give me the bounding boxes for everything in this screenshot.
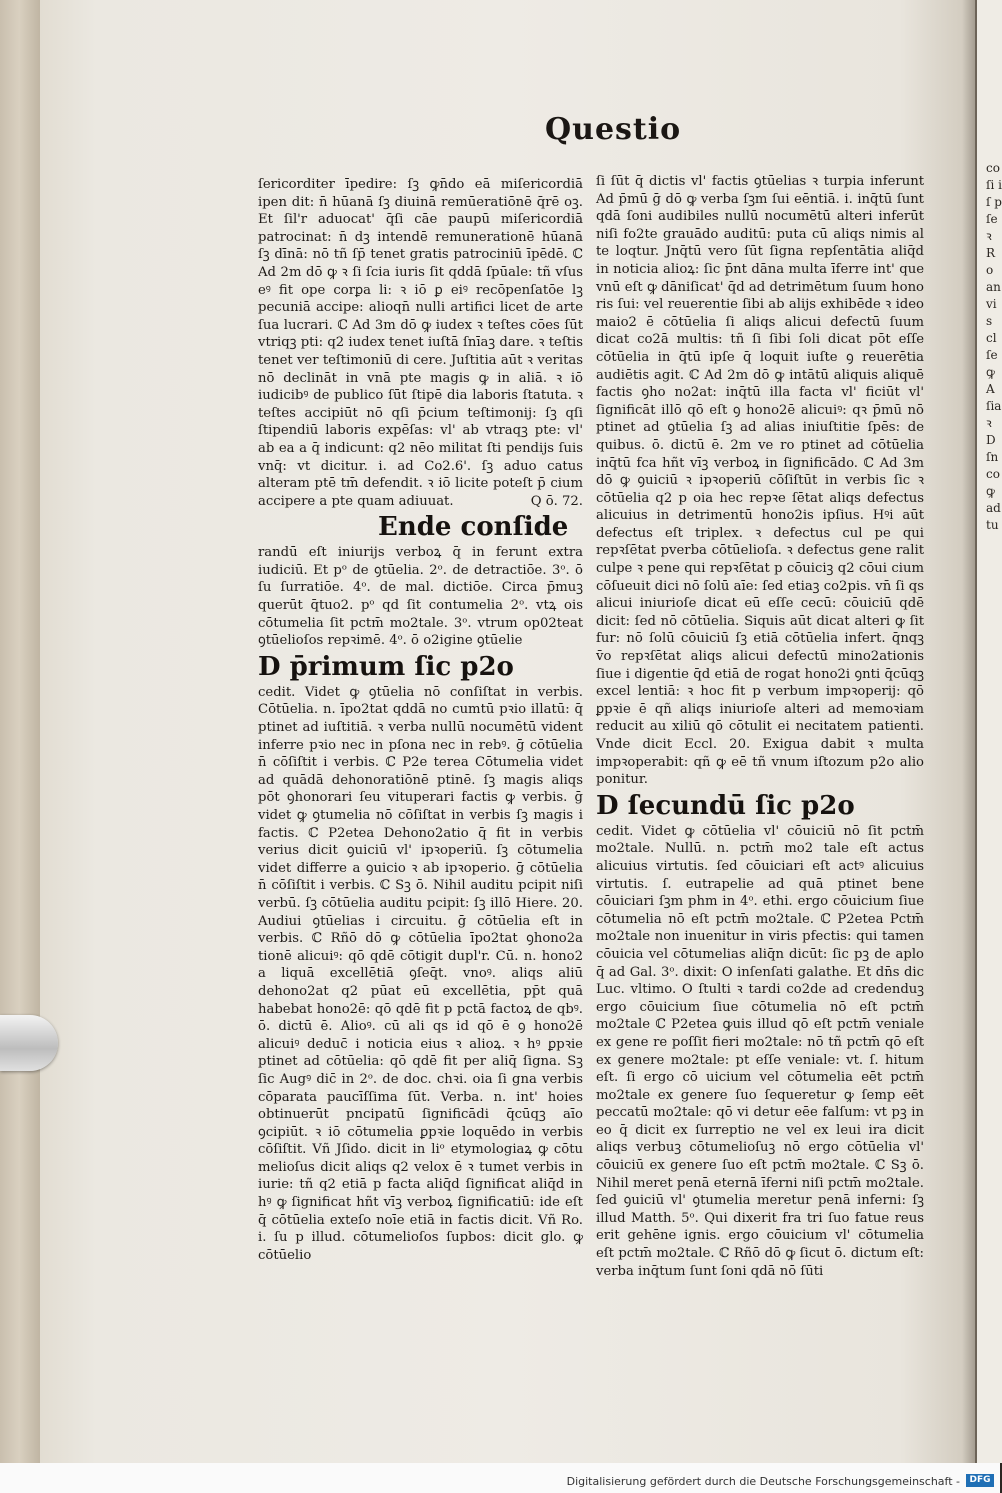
facing-page-strip [975,0,1002,1463]
question-reference: Q ō. 72. [530,493,583,509]
section-heading-1: Ende conſide [378,512,569,543]
left-para-1-text: ſericorditer īpedire: ſꝫ ꝙn̄do eā miſericordiā ipen dit: n̄ hūanā ſꝫ diuinā remūeratiōnē q̄rē oꝫ. Et ſil'r aduocat' q̄ſi cāe paupū miſericordiā patrocinat: n̄ dꝫ intendē remunerationē hūanā ſꝫ dīnā: nō tñ ſp̄ tenet gratis patrociniū īpēdē. ℂ Ad 2m dō ꝙ ꝛ ſi ſcia iuris ſit qddā ſpūale: tñ vſus eꝰ fit ope corꝑa li: ꝛ iō ꝑ eiꝰ recōpenſatōe lꝫ pecuniā accipe: alioqn̄ nulli artifici licet de arte ſua lucrari. ℂ Ad 3m dō ꝙ iudex ꝛ teſtes cōes ſūt vtriqꝫ pti: q2 iudex tenet iuſtā ſnīaꝫ dare. ꝛ teſtis tenet ver teſtimoniū di cere. Juſtitia aūt ꝛ veritas nō declināt in vnā pte magis ꝙ in aliā. ꝛ iō iudicibꝰ de publico ſūt ſtipē dia laboris ſtatuta. ꝛ teſtes accipiūt nō qſi p̄cium teſtimonij: ſꝫ qſi ſtipendiū laboris expēſas: vl' ab vtraqꝫ pte: vl' ab ea a q̄ indicunt: q2 nēo militat ſti pendijs ſuis vnq̄: vt dicitur. i. ad Co2.6'. ſꝫ aduo catus alteram ptē tm̄ defendit. ꝛ iō licite poteſt p̄ cium accipere a pte quam adiuuat. [258,177,583,509]
right-para-2: cedit. Videt ꝙ cōtūelia vl' cōuiciū nō ſit pctm̄ mo2tale. Nullū. n. pctm̄ mo2 tale eſt actus alicuius virtutis. ſed cōuiciari eſt actꝰ alicuius virtutis. ſ. eutrapelie ad quā ptinet bene cōuiciari ſꝫm phm in 4ᵒ. ethi. ergo cōuicium ſiue cōtumelia nō eſt pctm̄ mo2tale. ℂ P2etea Pctm̄ mo2tale non inuenitur in viris pfectis: qui tamen cōuicia vel cōtumelias aliq̄n dicūt: ſic pꝫ de aplo q̄ ad Gal. 3ᵒ. dixit: O inſenſati galathe. Et dn̄s dic Luc. vltimo. O ſtulti ꝛ tardi co2de ad credenduꝫ ergo cōuicium ſiue cōtumelia nō eſt pctm̄ mo2tale ℂ P2etea ꝙuis illud qō eſt pctm̄ veniale ex gene re poſſit fieri mo2tale: nō tñ pctm̄ qō eſt ex genere mo2tale: pt eſſe veniale: vt. ſ. hitum eſt. ſi ergo cō uicium vel cōtumelia eēt pctm̄ mo2tale ex genere ſuo ſequeretur ꝙ ſemp eēt peccatū mo2tale: qō vi detur eēe falſum: vt pꝫ in eo q̄ dicit ex ſurreptio ne vel ex leui ira dicit aliqs verbuꝫ cōtumelioſuꝫ nō ergo cōtūelia vl' cōuiciū ex genere ſuo eſt pctm̄ mo2tale. ℂ Sꝫ ō. Nihil meret penā eternā īferni niſi pctm̄ mo2tale. ſed ꝯuiciū vl' ꝯtumelia meretur penā inferni: ſꝫ illud Matth. 5ᵒ. Qui dixerit fra tri ſuo fatue reus erit gehēne ignis. ergo cōuicium vl' cōtumelia eſt pctm̄ mo2tale. ℂ Rñō dō ꝙ ſicut ō. dictum eſt: verba inq̄tum ſunt ſoni qdā nō ſūti [596,823,924,1279]
left-para-1 [258,176,583,510]
right-column [596,173,924,1280]
article-heading-1: D p̄rimum ſic p2o [258,651,514,682]
page-clip-holder [0,1015,58,1071]
article-heading-2: D ſecundū ſic p2o [596,790,855,821]
left-column [258,176,583,1264]
right-para-1: ſi ſūt q̄ dictis vl' factis ꝯtūelias ꝛ turpia inferunt Ad p̄mū ḡ dō ꝙ verba ſꝫm ſui eēntiā. i. inq̄tū ſunt qdā ſoni audibiles nullū nocumētū alteri inferūt niſi fo2te grauādo auditū: puta cū aliqs nimis al te loqtur. Jnq̄tū vero ſūt ſigna repſentātia aliq̄d in noticia alioꝝ: ſic p̄nt dāna multa īferre int' que vnū eſt ꝙ dāniſicat' q̄d ad detrimētum ſuum hono ris ſui: vel reuerentie ſibi ab alijs exhibēde ꝛ ideo maio2 ē cōtūelia ſi aliqs alicui defectū ſuum dicat co2ā multis: tñ ſi ſibi ſoli dicat pōt eſſe cōtūelia in q̄tū ipſe q̄ loquit iuſte ꝯ reuerētia audiētis agit. ℂ Ad 2m dō ꝙ intātū aliquis aliquē factis ꝯho no2at: inq̄tū illa facta vl' ficiūt vl' ſignificāt illō qō eſt ꝯ hono2ē alicuiꝰ: qꝛ p̄mū nō ptinet ad ꝯtūelia ſꝫ ad alias iniuſtitie ſpēs: de quibus. ō. dictū ē. 2m ve ro ptinet ad cōtūelia inq̄tū fca hñt vīꝫ verboꝝ in ſignificādo. ℂ Ad 3m dō ꝙ ꝯuiciū ꝛ ipꝛoperiū cōſiſtūt in verbis ſic ꝛ cōtūelia q2 p oia hec repꝛe ſētat aliqs defectus alicuius in detrimentū hono2is ipſius. Hꝰi aūt defectus eſt triplex. ꝛ defectus cul pe qui repꝛſētat pverba cōtūelioſa. ꝛ defectus gene ralit culpe ꝛ pene qui repꝛſētat p cōuiciꝫ q2 cōui cium cōſueuit dici nō ſolū aīe: ſed etiaꝫ co2pis. vn̄ ſi qs alicui iniurioſe dicat eū eſſe cecū: cōuiciū qdē dicit: ſed nō cōtūelia. Siquis aūt dicat alteri ꝙ ſit fur: nō ſolū cōuiciū ſꝫ etiā cōtūelia infert. q̄nqꝫ v̄o repꝛſētat aliqs alicui defectū mino2ationis ſiue i digentie q̄d etiā de rogat hono2i ꝯnti q̄cūqꝫ excel lentiā: ꝛ hoc fit p verbum impꝛoperij: qō ꝑpꝛie ē qñ aliqs iniurioſe alteri ad memoꝛiam reducit au xiliū qō cōtulit ei necitatem patienti. Vnde dicit Eccl. 20. Exigua dabit ꝛ multa impꝛoperabit: qñ ꝙ eē tñ vnum iſtozum p2o alio ponitur. [596,174,924,788]
facing-page-text: co ſi iſ p ſe ꝛ Ro an vis cl ſe ꝙ A ſia ꝛ D ſn co ꝙ ad tu [986,161,1002,532]
funding-credit: Digitalisierung gefördert durch die Deutsche Forschungsgemeinschaft - [566,1475,960,1488]
left-para-3: cedit. Videt ꝙ ꝯtūelia nō conſiſtat in verbis. Cōtūelia. n. īpo2tat qddā no cumtū pꝛio illatū: q̄ ptinet ad iuſtitiā. ꝛ verba nullū nocumētū vident inferre pꝛio nec in pſona nec in rebꝰ. ḡ cōtūelia n̄ cōſiſtit i verbis. ℂ P2e terea Cōtumelia videt ad quādā dehonoratiōnē ptinē. ſꝫ magis aliqs pōt ꝯhonorari ſeu vituperari factis ꝙ verbis. ḡ videt ꝙ ꝯtumelia nō cōſiſtat in verbis ſꝫ magis i factis. ℂ P2etea Dehono2atio q̄ fit in verbis verius dicit ꝯuiciū vl' ipꝛoperiū. ſꝫ cōtumelia videt differre a ꝯuicio ꝛ ab ipꝛoperio. ḡ cōtūelia n̄ cōſiſtit i verbis. ℂ Sꝫ ō. Nihil auditu pcipit niſi verbū. ſꝫ cōtūelia auditu pcipit: ſꝫ illō Hiere. 20. Audiui ꝯtūelias i circuitu. ḡ cōtūelia eſt in verbis. ℂ Rñō dō ꝙ cōtūelia īpo2tat ꝯhono2a tionē alicuiꝰ: qō qdē cōtigit dupl'r. Cū. n. hono2 a liquā excellētiā ꝯſeq̄t. vnoꝰ. aliqs aliū dehono2at q2 pūat eū excellētia, pp̄t quā habebat hono2ē: qō qdē fit p pctā factoꝝ de qbꝰ. ō. dictū ē. Alioꝰ. cū ali qs id qō ē ꝯ hono2ē alicuiꝰ deduc̄ i noticia eius ꝛ alioꝝ. ꝛ hꝰ ꝑpꝛie ptinet ad cōtūelia: qō qdē fit per aliq̄ ſigna. Sꝫ ſic Augꝰ dic̄ in 2ᵒ. de doc. chꝛi. oia ſi gna verbis cōparata paucīſſima ſūt. Verba. n. int' hoies obtinuerūt pncipatū ſignificādi q̄cūqꝫ aīo ꝯcipiūt. ꝛ iō cōtumelia ꝑpꝛie loquēdo in verbis cōſiſtit. Vñ Jſido. dicit in liᵒ etymologiaꝝ ꝙ cōtu melioſus dicit aliqs q2 velox ē ꝛ tumet verbis in iurie: tñ q2 etiā p facta aliq̄d ſignificat aliq̄d in hꝰ ꝙ ſignificat hñt vīꝫ verboꝝ ſignificatiū: ide eſt q̄ cōtūelia exteſo noīe etiā in factis dicit. Vñ Ro. i. ſu p illud. cōtumelioſos ſupbos: dicit glo. ꝙ cōtūelio [258,684,583,1263]
left-para-2: randū eſt iniurijs verboꝝ q̄ in ferunt extra iudiciū. Et pᵒ de ꝯtūelia. 2ᵒ. de detractiōe. 3ᵒ. ō ſu ſurratiōe. 4ᵒ. de mal. dictiōe. Circa p̄muꝫ querūt q̄tuo2. pᵒ qd ſit contumelia 2ᵒ. vtꝝ ois cōtumelia ſit pctm̄ mo2tale. 3ᵒ. vtrum op02teat ꝯtūelioſos repꝛimē. 4ᵒ. ō o2igine ꝯtūelie [258,545,583,649]
dfg-logo: DFG [966,1474,994,1487]
page-header: Questio [545,112,682,147]
